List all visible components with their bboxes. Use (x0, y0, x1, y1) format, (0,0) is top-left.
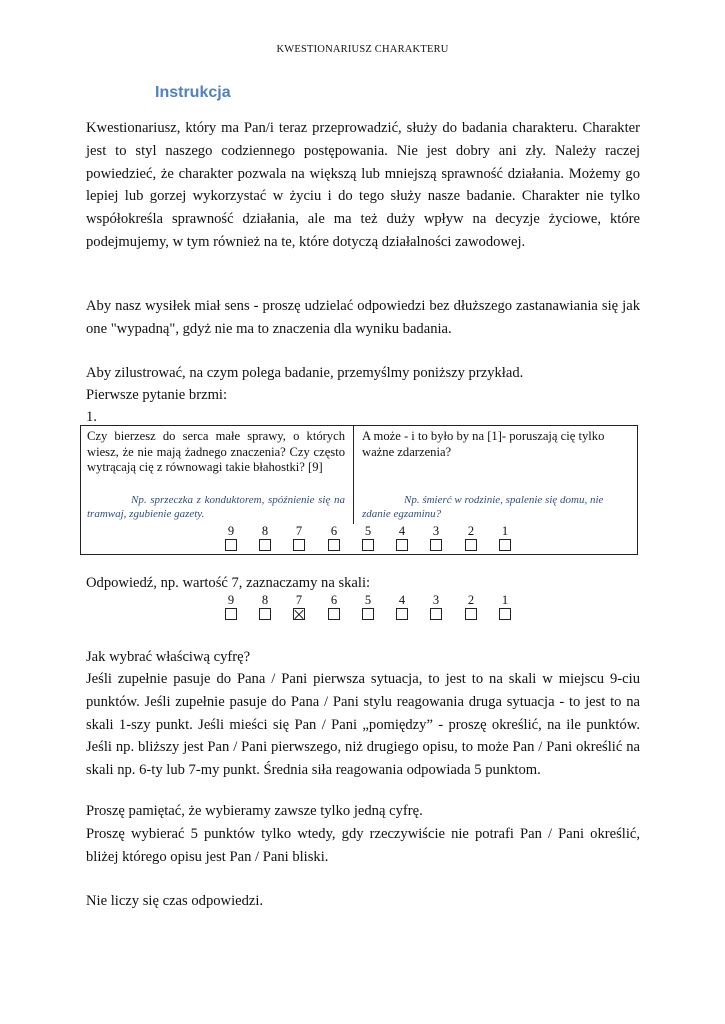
scale-checkbox-4[interactable] (396, 539, 408, 551)
scale-number-7: 7 (295, 593, 303, 607)
scale-number-6: 6 (330, 524, 338, 538)
question-right-text: A może - i to było by na [1]- poruszają cię tylko ważne zdarzenia? (362, 429, 605, 459)
question-left-example: Np. sprzeczka z konduktorem, spóźnienie się na tramwaj, zgubienie gazety. (87, 494, 345, 520)
instruction-heading: Instrukcja (155, 84, 231, 101)
middle-point-note: Proszę wybierać 5 punktów tylko wtedy, gdy rzeczywiście nie potrafi Pan / Pani określić, bliżej którego opisu jest Pan / Pani bliski. (86, 826, 640, 865)
scale-checkbox-5[interactable] (362, 539, 374, 551)
scale-number-5: 5 (364, 524, 372, 538)
how-to-heading: Jak wybrać właściwą cyfrę? (86, 649, 251, 665)
example-intro-line: Aby zilustrować, na czym polega badanie, przemyślmy poniższy przykład. (86, 365, 524, 381)
scale-number-9: 9 (227, 593, 235, 607)
scale-checkbox-4[interactable] (396, 608, 408, 620)
scale-checkbox-6[interactable] (328, 539, 340, 551)
scale-number-7: 7 (295, 524, 303, 538)
scale-number-5: 5 (364, 593, 372, 607)
column-divider (353, 426, 354, 524)
scale-checkbox-8[interactable] (259, 608, 271, 620)
time-note: Nie liczy się czas odpowiedzi. (86, 893, 264, 909)
page-header: KWESTIONARIUSZ CHARAKTERU (276, 44, 449, 55)
scale-number-1: 1 (501, 524, 509, 538)
scale-number-9: 9 (227, 524, 235, 538)
scale-number-1: 1 (501, 593, 509, 607)
scale-checkbox-1[interactable] (499, 539, 511, 551)
scale-number-4: 4 (398, 593, 406, 607)
scale-checkbox-2[interactable] (465, 539, 477, 551)
answer-example-scale (0, 593, 725, 625)
scale-number-3: 3 (432, 524, 440, 538)
scale-checkbox-7[interactable] (293, 608, 305, 620)
scale-number-8: 8 (261, 593, 269, 607)
item-number: 1. (86, 409, 97, 425)
scale-checkbox-9[interactable] (225, 539, 237, 551)
answer-example-label: Odpowiedź, np. wartość 7, zaznaczamy na skali: (86, 575, 371, 591)
question-rating-scale (0, 524, 725, 556)
single-digit-note: Proszę pamiętać, że wybieramy zawsze tylko jedną cyfrę. (86, 803, 423, 819)
scale-checkbox-3[interactable] (430, 608, 442, 620)
scale-checkbox-8[interactable] (259, 539, 271, 551)
scale-number-3: 3 (432, 593, 440, 607)
scale-checkbox-5[interactable] (362, 608, 374, 620)
scale-checkbox-9[interactable] (225, 608, 237, 620)
scale-number-2: 2 (467, 524, 475, 538)
intro-paragraph: Kwestionariusz, który ma Pan/i teraz przeprowadzić, służy do badania charakteru. Charakter jest to styl naszego codziennego postępowania. Nie jest dobry ani zły. Należy raczej powiedzieć, że charakter pozwala na większą lub mniejszą sprawność działania. Możemy go lepiej lub gorzej wykorzystać w życiu i do tego służy nasze badanie. Charakter nie tylko współokreśla sprawność działania, ale ma też duży wpływ na decyzje życiowe, które podejmujemy, w tym również na te, które dotyczą działalności zawodowej. (86, 120, 640, 250)
scale-number-8: 8 (261, 524, 269, 538)
first-question-line: Pierwsze pytanie brzmi: (86, 387, 228, 403)
scale-number-2: 2 (467, 593, 475, 607)
how-to-body: Jeśli zupełnie pasuje do Pana / Pani pierwsza sytuacja, to jest to na skali w miejscu 9-ciu punktów. Jeśli zupełnie pasuje do Pana / Pani stylu reagowania druga sytuacja - to jest to na skali 1-szy punkt. Jeśli mieści się Pan / Pani „pomiędzy” - proszę określić, na ile punktów. Jeśli np. bliższy jest Pan / Pani pierwszego, niż drugiego opisu, to może Pan / Pani określić na skali np. 6-ty lub 7-my punkt. Średnia siła reagowania odpowiada 5 punktom. (86, 671, 640, 779)
scale-checkbox-7[interactable] (293, 539, 305, 551)
question-right-example: Np. śmierć w rodzinie, spalenie się domu, nie zdanie egzaminu? (362, 494, 604, 520)
scale-checkbox-6[interactable] (328, 608, 340, 620)
answer-guidance-paragraph: Aby nasz wysiłek miał sens - proszę udzielać odpowiedzi bez dłuższego zastanawiania się jak one "wypadną", gdyż nie ma to znaczenia dla wyniku badania. (86, 298, 640, 337)
scale-number-4: 4 (398, 524, 406, 538)
question-left-text: Czy bierzesz do serca małe sprawy, o których wiesz, że nie mają żadnego znaczenia? Czy często wytrącają cię z równowagi takie błahostki? [9] (87, 429, 345, 475)
scale-checkbox-3[interactable] (430, 539, 442, 551)
scale-checkbox-1[interactable] (499, 608, 511, 620)
scale-checkbox-2[interactable] (465, 608, 477, 620)
scale-number-6: 6 (330, 593, 338, 607)
